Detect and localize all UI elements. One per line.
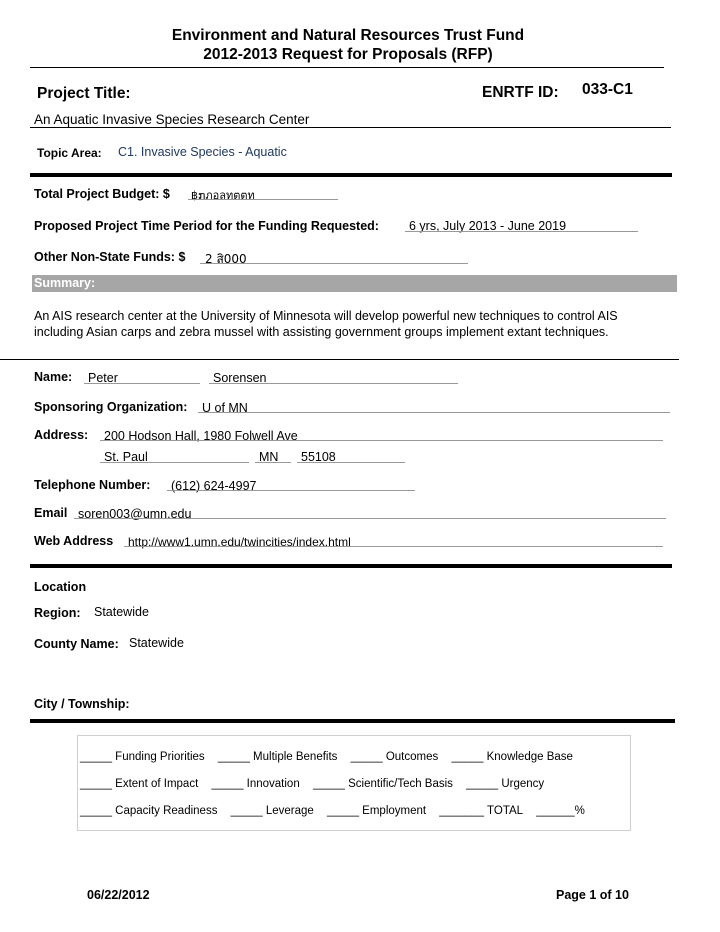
state-value: MN [259,450,279,464]
document-header-line1: Environment and Natural Resources Trust Fund [171,27,525,44]
county-value: Statewide [129,636,184,650]
score-multiple-benefits: _____ Multiple Benefits [217,751,338,763]
budget-label: Total Project Budget: $ [34,187,170,201]
period-label: Proposed Project Time Period for the Funding Requested: [34,219,379,233]
email-underline [74,518,666,519]
state-underline [255,462,291,463]
section-divider-top [30,173,672,177]
topic-area-value: C1. Invasive Species - Aquatic [118,145,287,159]
project-title-label: Project Title: [37,85,131,102]
summary-text: An AIS research center at the University of Minnesota will develop powerful new techniques to control AIS including Asian carps and zebra mussel with assisting government groups implement extant techniques. [34,309,618,339]
scoring-row-3 [80,805,595,817]
other-funds-value: 2 สิ000 [205,252,247,266]
phone-underline [167,490,415,491]
region-label: Region: [34,606,81,620]
last-name-underline [209,383,458,384]
street-value: 200 Hodson Hall, 1980 Folwell Ave [104,429,298,443]
city-township-label: City / Township: [34,697,130,711]
section-divider-middle [30,564,672,568]
project-title-value: An Aquatic Invasive Species Research Center [34,112,310,127]
score-extent-of-impact: _____ Extent of Impact [80,778,199,790]
phone-value: (612) 624-4997 [171,479,257,493]
title-underline [30,127,671,128]
score-urgency: _____ Urgency [466,778,545,790]
scoring-row-1 [80,751,583,763]
first-name-value: Peter [88,371,118,385]
score-capacity-readiness: _____ Capacity Readiness [80,805,218,817]
period-underline [405,231,638,232]
enrtf-id-label: ENRTF ID: [482,84,559,101]
city-value: St. Paul [104,450,148,464]
budget-value: ฿ກภอลทตตท [191,189,255,202]
scoring-row-2 [80,778,554,790]
zip-value: 55108 [301,450,336,464]
email-value: soren003@umn.edu [78,507,192,521]
phone-label: Telephone Number: [34,478,151,492]
footer-page-number: Page 1 of 10 [556,888,629,902]
header-divider [30,67,664,68]
score-knowledge-base: _____ Knowledge Base [451,751,573,763]
enrtf-id-value: 033-C1 [582,81,633,98]
other-funds-label: Other Non-State Funds: $ [34,250,186,264]
name-label: Name: [34,370,73,384]
budget-underline [188,199,338,200]
score-employment: _____ Employment [327,805,427,817]
topic-area-label: Topic Area: [37,146,102,160]
score-innovation: _____ Innovation [211,778,300,790]
zip-underline [297,462,405,463]
first-name-underline [84,383,200,384]
city-underline [100,462,249,463]
score-percent: ______% [536,805,585,817]
address-label: Address: [34,428,89,442]
score-outcomes: _____ Outcomes [350,751,439,763]
region-value: Statewide [94,605,149,619]
document-header-line2: 2012-2013 Request for Proposals (RFP) [203,46,493,63]
email-label: Email [34,506,68,520]
org-value: U of MN [202,401,248,415]
county-label: County Name: [34,637,119,651]
footer-date: 06/22/2012 [87,888,150,902]
score-total: _______ TOTAL [439,805,524,817]
web-underline [124,546,663,547]
summary-divider [0,359,679,360]
web-value: http://www1.umn.edu/twincities/index.html [128,535,351,549]
web-label: Web Address [34,534,114,548]
last-name-value: Sorensen [213,371,267,385]
score-scientific-tech-basis: _____ Scientific/Tech Basis [312,778,453,790]
period-value: 6 yrs, July 2013 - June 2019 [409,219,567,233]
org-underline [198,412,670,413]
street-underline [100,440,663,441]
location-heading: Location [34,580,87,594]
section-divider-bottom [30,719,675,723]
other-funds-underline [200,263,468,264]
summary-heading: Summary: [32,275,677,292]
score-leverage: _____ Leverage [230,805,314,817]
org-label: Sponsoring Organization: [34,400,188,414]
score-funding-priorities: _____ Funding Priorities [80,751,205,763]
